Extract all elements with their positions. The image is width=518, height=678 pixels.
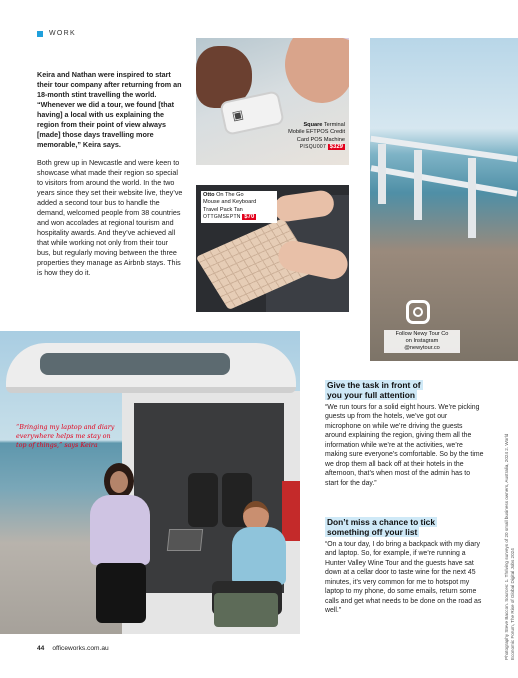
- photo-credit: [504, 420, 515, 660]
- product-name-line: Mouse and Keyboard: [203, 199, 257, 206]
- footer-site: officeworks.com.au: [52, 645, 109, 652]
- photo-credit-text: Photography Steve Baccon. Sources: 1. Thriving surveys of 20 small business owners, Australia, 2024 2. World Economic Forum, The Rise of Global Digital Jobs 2024: [504, 433, 515, 660]
- page-footer: [37, 645, 109, 652]
- price-tag: $329: [329, 144, 343, 151]
- tip-heading: [325, 517, 485, 538]
- section-tag: [37, 30, 76, 37]
- person-shirt: [90, 495, 150, 565]
- instagram-line: Follow Newy Tour Co: [395, 331, 449, 337]
- product-sku: PISQU007: [299, 144, 327, 151]
- square-terminal-photo: [196, 38, 349, 165]
- product-name-line: Travel Pack Tan: [203, 206, 243, 213]
- price-tag: $70: [244, 214, 255, 221]
- product-caption-otto: [201, 191, 277, 223]
- van-photo: [0, 331, 300, 634]
- instagram-caption: [384, 330, 460, 353]
- tip-text: “On a tour day, I do bring a backpack with my diary and laptop. So, for example, if we’re running a Hunter Valley Wine Tour and the guests have sat down at a cellar door to taste wine for the next 45 minutes, it’s very common for me to hotspot my laptop to my phone, do some emails, return some calls and get what needs to be done on the road as well.”: [325, 540, 482, 615]
- product-name-line: Mobile EFTPOS Credit: [288, 129, 345, 136]
- product-sku: OTTGMSEPTN: [203, 214, 241, 221]
- tip-text: “We run tours for a solid eight hours. We’re picking guests up from the hotels, we’ve got our microphone on while we’re driving the guests around explaining the region, giving them all the information while we’re at the activities, we’re making sure everyone’s comfortable. So by the time we drop them all back off at their hotels in the afternoon, that’s when most of the admin has to start for the day.”: [325, 403, 484, 487]
- pull-quote: “Bringing my laptop and diary everywhere helps me stay on top of things,” says Keira: [16, 423, 115, 449]
- laptop: [167, 529, 203, 551]
- keyboard-photo: [196, 185, 349, 312]
- instagram-line: on Instagram: [405, 338, 439, 344]
- tip-heading-line: Don’t miss a chance to tick: [327, 517, 435, 527]
- product-brand: Otto: [203, 192, 215, 198]
- tip-heading-line: you your full attention: [327, 390, 415, 401]
- beach-railing-photo: [370, 38, 518, 361]
- product-name-line: Card POS Machine: [296, 136, 345, 143]
- tip-block: [325, 380, 485, 488]
- tailgate-window: [40, 353, 230, 375]
- section-marker: [37, 31, 43, 37]
- product-name-line: Terminal: [323, 122, 345, 128]
- tip-block: [325, 517, 485, 616]
- product-name-line: On The Go: [216, 192, 244, 198]
- railing-bar: [371, 165, 518, 197]
- van-taillight: [282, 481, 300, 541]
- instagram-icon: [406, 300, 430, 324]
- railing-post: [468, 158, 476, 238]
- square-logo-icon: ▣: [230, 106, 245, 124]
- tip-heading: [325, 380, 485, 401]
- person-shirt: [232, 527, 286, 585]
- railing-bar: [370, 136, 517, 163]
- bag: [214, 593, 278, 627]
- railing-post: [414, 150, 422, 220]
- person-face: [110, 471, 128, 493]
- tip-heading-line: something off your list: [327, 527, 418, 538]
- page-number: 44: [37, 645, 45, 652]
- product-caption-square: [288, 122, 345, 152]
- railing-post: [378, 144, 386, 204]
- product-brand: Square: [303, 122, 323, 128]
- body-paragraph: Both grew up in Newcastle and were keen to showcase what made their region so special to visitors from around the world. In the two years since they set their website live, they’ve added a second tour bus to handle the demand, welcomed people from 38 countries and won accolades at regional tourism and hospitality awards. And they’ve achieved all that while working not only from their tour bus, but regularly moving between the three properties they manage as Airbnb stays. This is how they do it.: [37, 158, 183, 277]
- intro-paragraph: Keira and Nathan were inspired to start their tour company after returning from an 18-month stint travelling the world. “Whenever we did a tour, we found [that having] a local with us explaining the region from their point of view always [made] those days travelling more memorable,” Keira says.: [37, 70, 182, 149]
- van-seat: [188, 473, 218, 527]
- arm-shape: [275, 38, 349, 111]
- tip-heading-line: Give the task in front of: [327, 380, 421, 390]
- section-label: WORK: [49, 30, 76, 37]
- person-legs: [96, 563, 146, 623]
- instagram-handle: @newytour.co: [404, 345, 440, 351]
